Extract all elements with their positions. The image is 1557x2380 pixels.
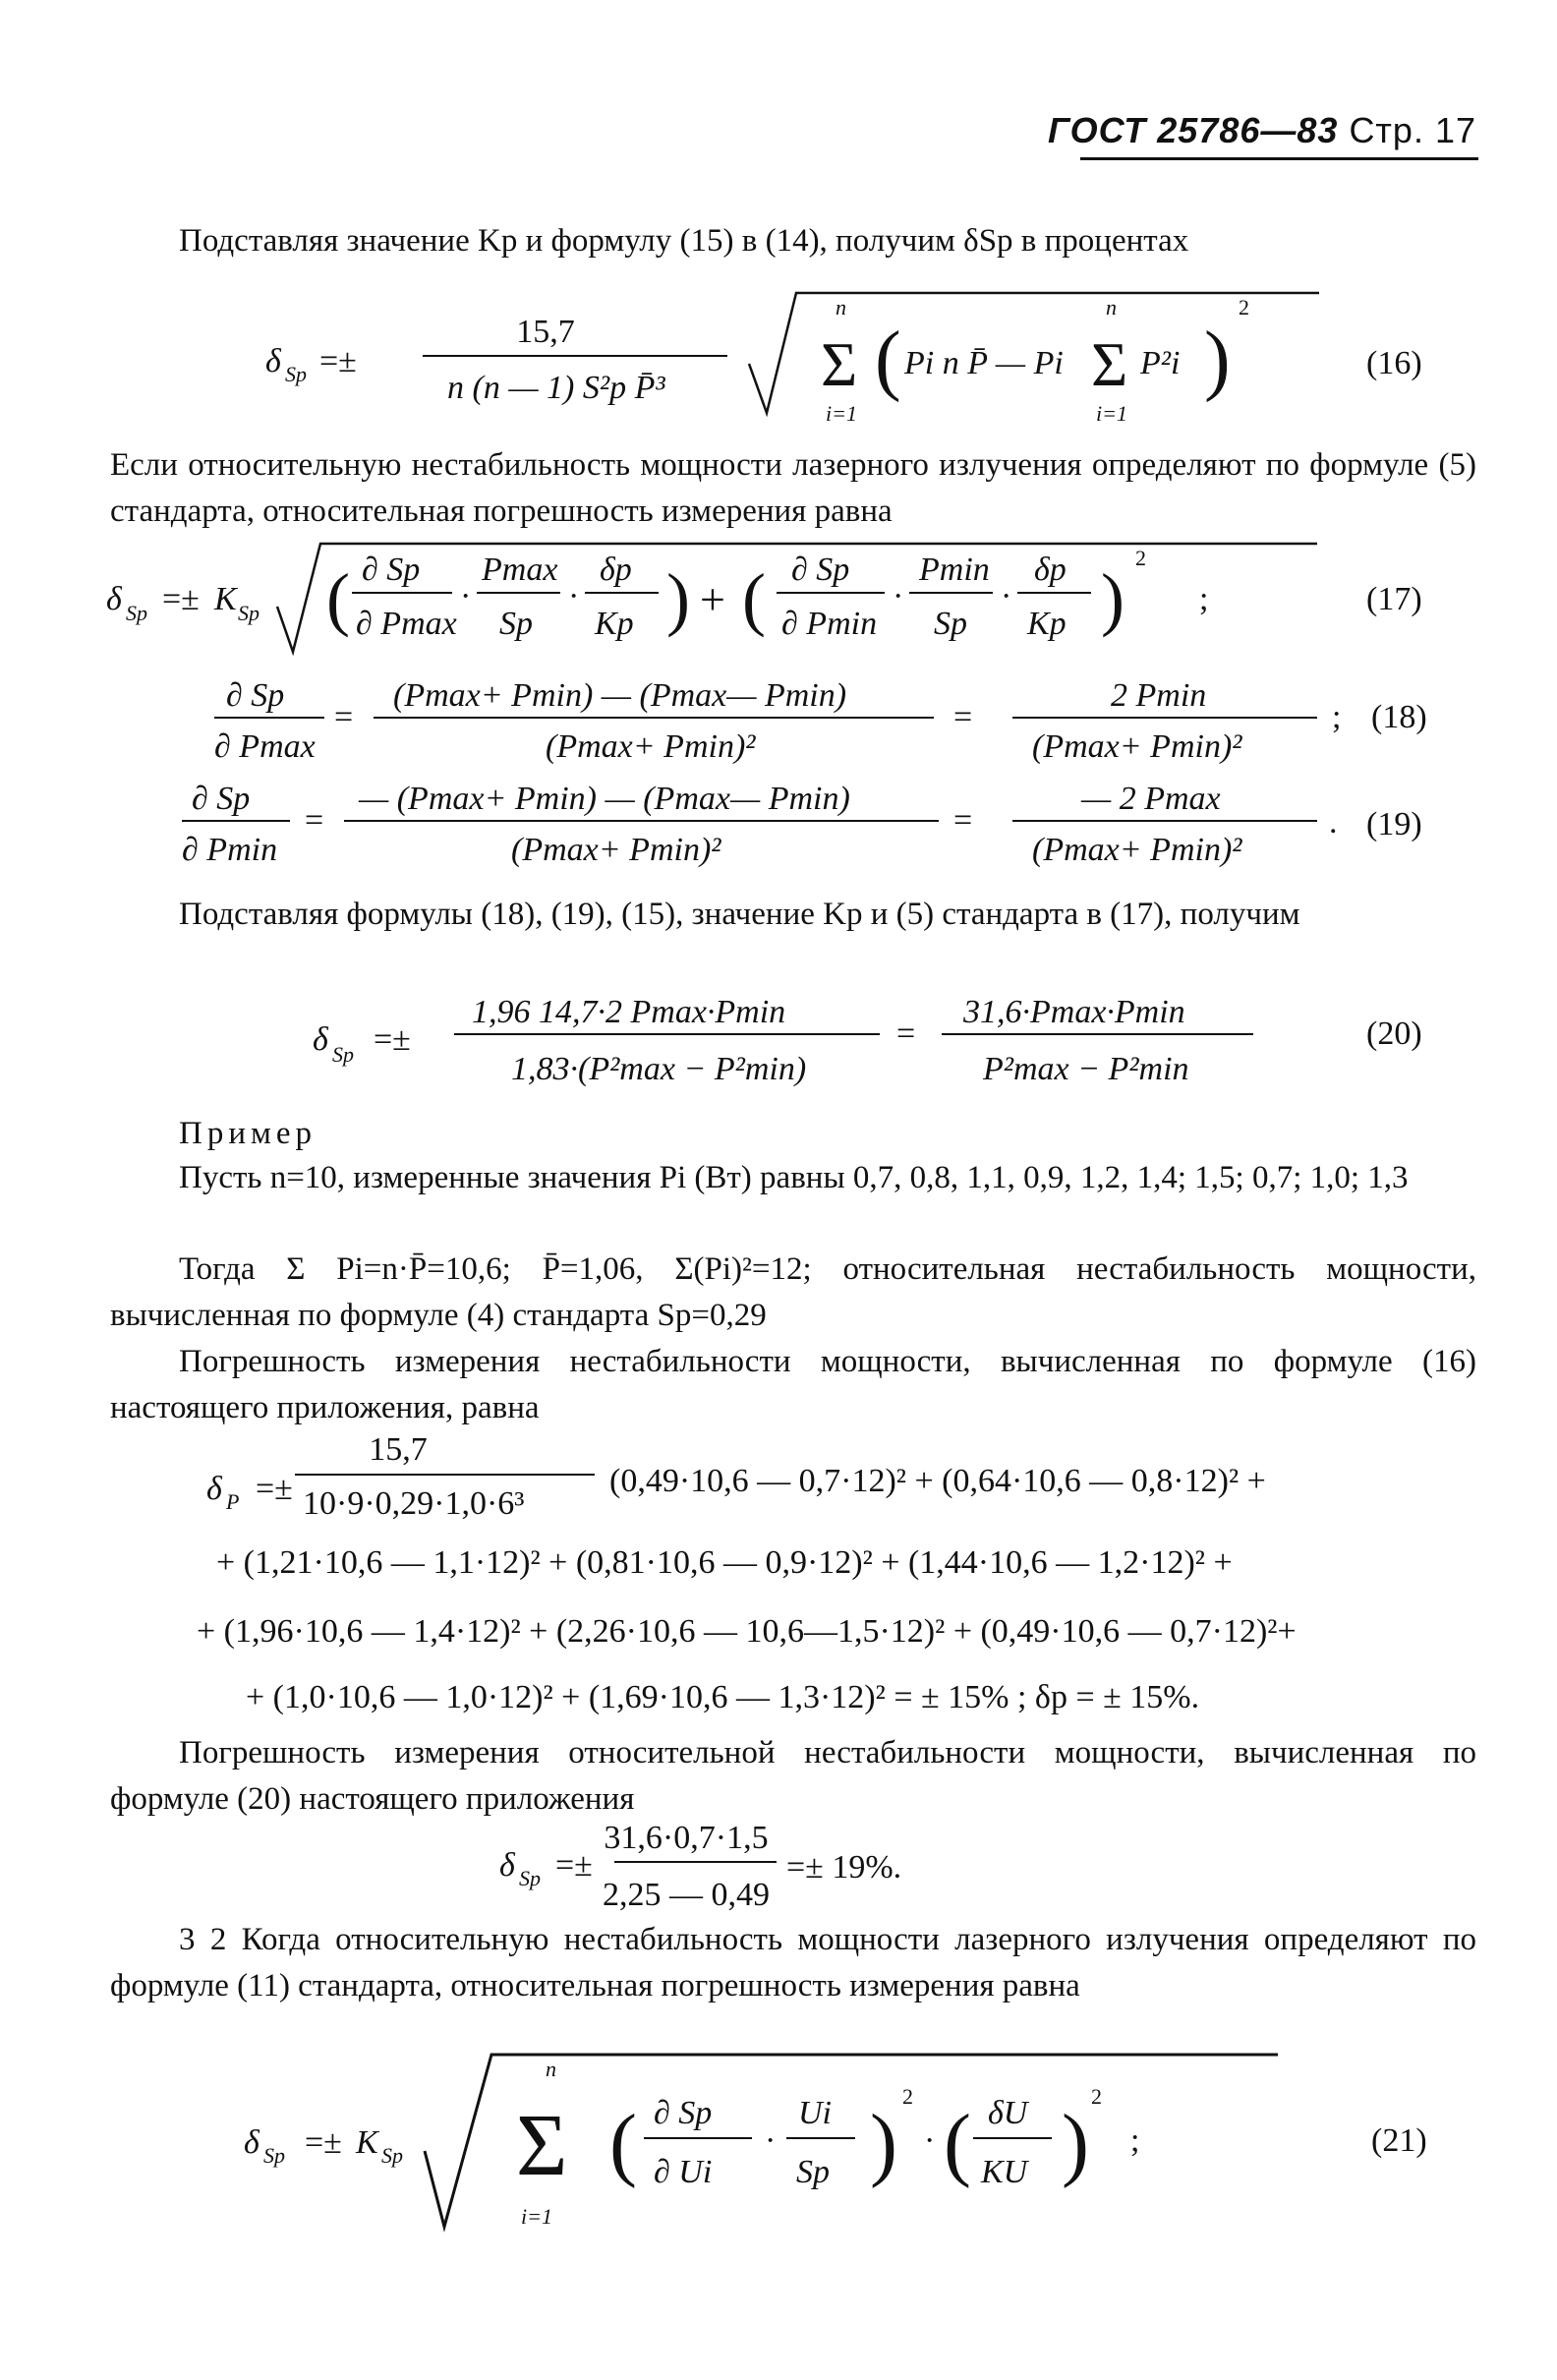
svg-text:Sp: Sp	[381, 2143, 403, 2168]
equation-21	[98, 2045, 1474, 2241]
svg-text:(Pmax+ Pmin) — (Pmax— Pmin): (Pmax+ Pmin) — (Pmax— Pmin)	[393, 677, 847, 714]
svg-text:δ: δ	[499, 1847, 515, 1884]
svg-text:+ (1,21·10,6 — 1,1·12)² + (0,8: + (1,21·10,6 — 1,1·12)² + (0,81·10,6 — 0,9·12)² + (1,44·10,6 — 1,2·12)² +	[216, 1544, 1233, 1581]
svg-text:Sp: Sp	[519, 1866, 541, 1890]
svg-text:=±: =±	[319, 343, 357, 379]
svg-text:n (n — 1) S²p P̄³: n (n — 1) S²p P̄³	[447, 370, 665, 406]
svg-text:): )	[1062, 2098, 1089, 2189]
svg-text:(Pmax+ Pmin)²: (Pmax+ Pmin)²	[511, 832, 721, 868]
result-equation	[98, 1811, 1474, 1929]
svg-text:— 2 Pmax: — 2 Pmax	[1081, 781, 1221, 817]
svg-text:Sp: Sp	[238, 601, 260, 625]
svg-text:Sp: Sp	[332, 1042, 354, 1067]
svg-text:31,6·Pmax·Pmin: 31,6·Pmax·Pmin	[963, 994, 1185, 1030]
svg-text:): )	[666, 559, 690, 638]
svg-text:=: =	[953, 699, 973, 735]
svg-text:+ (1,96·10,6 — 1,4·12)² + (2,2: + (1,96·10,6 — 1,4·12)² + (2,26·10,6 — 10,6—1,5·12)² + (0,49·10,6 — 0,7·12)²+	[197, 1613, 1297, 1650]
svg-text:;: ;	[1332, 699, 1342, 735]
svg-text:.: .	[1329, 804, 1338, 841]
svg-text:=± 19%.: =± 19%.	[786, 1849, 902, 1886]
svg-text:+: +	[700, 574, 725, 624]
equation-16	[98, 285, 1474, 442]
svg-text:=±: =±	[374, 1021, 411, 1058]
svg-text:δp: δp	[600, 551, 632, 588]
svg-text:i=1: i=1	[1096, 401, 1127, 426]
svg-text:n: n	[836, 295, 846, 319]
svg-text:KU: KU	[981, 2154, 1028, 2190]
svg-text:Sp: Sp	[934, 606, 967, 642]
svg-text:P²max − P²min: P²max − P²min	[983, 1051, 1189, 1087]
svg-text:1,96 14,7·2 Pmax·Pmin: 1,96 14,7·2 Pmax·Pmin	[472, 994, 786, 1030]
svg-text:n: n	[546, 2057, 556, 2081]
svg-text:=: =	[953, 802, 973, 839]
svg-text:Sp: Sp	[796, 2154, 830, 2190]
svg-text:=: =	[334, 699, 354, 735]
paragraph-1: Подставляя значение Kр и формулу (15) в (14), получим δSp в процентах	[179, 223, 1189, 259]
svg-text:(18): (18)	[1371, 699, 1427, 735]
svg-text:δ: δ	[106, 581, 122, 617]
svg-text:=±: =±	[305, 2124, 342, 2161]
svg-text:+ (1,0·10,6 — 1,0·12)² + (1,69: + (1,0·10,6 — 1,0·12)² + (1,69·10,6 — 1,3·12)² = ± 15% ; δр = ± 15%.	[246, 1679, 1200, 1715]
svg-text:∂ Sp: ∂ Sp	[226, 677, 285, 714]
svg-text:): )	[1204, 317, 1231, 403]
svg-text:2: 2	[1135, 546, 1146, 570]
svg-text:=±: =±	[555, 1847, 593, 1884]
svg-text:Σ: Σ	[1091, 329, 1128, 399]
svg-text:Σ: Σ	[821, 329, 858, 399]
svg-text:15,7: 15,7	[369, 1431, 428, 1468]
svg-text:=±: =±	[256, 1471, 293, 1507]
svg-text:·: ·	[1001, 578, 1012, 614]
calculation-block	[98, 1430, 1474, 1725]
svg-text:Pmax: Pmax	[482, 551, 558, 588]
svg-text:K: K	[214, 581, 237, 617]
svg-text:δU: δU	[988, 2095, 1028, 2131]
svg-text:10·9·0,29·1,0·6³: 10·9·0,29·1,0·6³	[303, 1485, 525, 1522]
svg-text:(17): (17)	[1366, 581, 1422, 617]
svg-text:∂ Sp: ∂ Sp	[791, 551, 850, 588]
svg-text:Σ: Σ	[516, 2097, 568, 2194]
svg-text:15,7: 15,7	[516, 314, 575, 350]
svg-text:∂ Ui: ∂ Ui	[654, 2154, 713, 2190]
svg-text:(: (	[326, 559, 350, 638]
svg-text:(Pmax+ Pmin)²: (Pmax+ Pmin)²	[546, 728, 756, 765]
svg-text:Sp: Sp	[285, 362, 307, 386]
svg-text:2,25 — 0,49: 2,25 — 0,49	[603, 1877, 770, 1913]
svg-text:2: 2	[1091, 2084, 1102, 2109]
svg-text:(16): (16)	[1366, 345, 1422, 381]
svg-text:;: ;	[1199, 581, 1209, 617]
svg-text:Sp: Sp	[126, 601, 147, 625]
svg-text:δ: δ	[313, 1021, 328, 1058]
svg-text:δ: δ	[244, 2124, 260, 2161]
equation-20	[98, 983, 1474, 1101]
svg-text:Pmin: Pmin	[919, 551, 990, 588]
svg-text:(20): (20)	[1366, 1016, 1422, 1052]
svg-text:(: (	[944, 2098, 971, 2189]
svg-text:Pi n P̄ — Pi: Pi n P̄ — Pi	[904, 345, 1064, 381]
svg-text:=: =	[305, 802, 324, 839]
svg-text:P: P	[226, 1489, 240, 1514]
paragraph-3: Подставляя формулы (18), (19), (15), значение Kр и (5) стандарта в (17), получим	[179, 897, 1300, 932]
svg-text:2: 2	[902, 2084, 913, 2109]
svg-text:(Pmax+ Pmin)²: (Pmax+ Pmin)²	[1032, 728, 1242, 765]
svg-text:∂ Pmin: ∂ Pmin	[781, 606, 878, 642]
svg-text:(: (	[875, 317, 901, 403]
svg-text:31,6·0,7·1,5: 31,6·0,7·1,5	[604, 1820, 769, 1856]
paragraph-5: Тогда Σ Pi=n·P̄=10,6; P̄=1,06, Σ(Pi)²=12; относительная нестабильность мощности, вычисленная по формуле (4) стандарта Sр=0,29	[110, 1251, 1476, 1333]
equation-19	[98, 772, 1474, 870]
svg-text:Sp: Sp	[499, 606, 533, 642]
svg-text:·: ·	[568, 578, 580, 614]
svg-text:·: ·	[765, 2122, 777, 2159]
svg-text:(Pmax+ Pmin)²: (Pmax+ Pmin)²	[1032, 832, 1242, 868]
svg-text:P²i: P²i	[1140, 345, 1181, 381]
page-number: Стр. 17	[1349, 110, 1476, 150]
svg-text:∂ Pmax: ∂ Pmax	[356, 606, 457, 642]
svg-text:∂ Sp: ∂ Sp	[362, 551, 421, 588]
svg-text:(: (	[742, 559, 766, 638]
svg-text:2 Pmin: 2 Pmin	[1111, 677, 1207, 714]
svg-text:n: n	[1106, 295, 1117, 319]
svg-text:): )	[1101, 559, 1124, 638]
svg-text:Sp: Sp	[263, 2143, 285, 2168]
svg-text:Ui: Ui	[798, 2095, 832, 2131]
svg-text:·: ·	[460, 578, 472, 614]
svg-text:·: ·	[893, 578, 904, 614]
svg-text:=: =	[896, 1016, 916, 1052]
svg-text:— (Pmax+ Pmin) — (Pmax— Pmin): — (Pmax+ Pmin) — (Pmax— Pmin)	[359, 781, 850, 817]
paragraph-8: 3 2 Когда относительную нестабильность мощности лазерного излучения определяют по формуле (11) стандарта, относительная погрешность измерения равна	[110, 1922, 1476, 2003]
svg-text:K: K	[356, 2124, 378, 2161]
svg-text:(0,49·10,6 — 0,7·12)² + (0,64·: (0,49·10,6 — 0,7·12)² + (0,64·10,6 — 0,8·12)² +	[609, 1463, 1266, 1499]
svg-text:(: (	[609, 2098, 637, 2189]
header-rule	[1080, 157, 1478, 160]
svg-text:i=1: i=1	[826, 401, 857, 426]
svg-text:∂ Pmax: ∂ Pmax	[214, 728, 316, 765]
equation-17	[98, 536, 1474, 664]
svg-text:=±: =±	[162, 581, 200, 617]
example-title: Пример	[179, 1116, 317, 1151]
svg-text:Kp: Kp	[595, 606, 634, 642]
svg-text:·: ·	[924, 2122, 936, 2159]
page-header	[1048, 110, 1476, 151]
equation-18	[98, 668, 1474, 767]
svg-text:Kp: Kp	[1027, 606, 1067, 642]
paragraph-4: Пусть n=10, измеренные значения Pi (Вт) равны 0,7, 0,8, 1,1, 0,9, 1,2, 1,4; 1,5; 0,7; 1,0; 1,3	[179, 1160, 1409, 1195]
svg-text:δ: δ	[206, 1471, 222, 1507]
svg-text:δ: δ	[265, 343, 281, 379]
svg-text:∂ Sp: ∂ Sp	[654, 2095, 713, 2131]
paragraph-6: Погрешность измерения нестабильности мощности, вычисленная по формуле (16) настоящего приложения, равна	[110, 1344, 1476, 1425]
svg-text:;: ;	[1130, 2122, 1140, 2159]
paragraph-7: Погрешность измерения относительной нестабильности мощности, вычисленная по формуле (20) настоящего приложения	[110, 1735, 1476, 1817]
svg-text:(21): (21)	[1371, 2122, 1427, 2159]
svg-text:i=1: i=1	[521, 2204, 552, 2229]
svg-text:∂ Sp: ∂ Sp	[192, 781, 251, 817]
svg-text:∂ Pmin: ∂ Pmin	[182, 832, 278, 868]
svg-text:δp: δp	[1034, 551, 1067, 588]
gost-number: ГОСТ 25786—83	[1048, 110, 1339, 150]
paragraph-2: Если относительную нестабильность мощности лазерного излучения определяют по формуле (5) стандарта, относительная погрешность измерения равна	[110, 447, 1476, 529]
svg-text:2: 2	[1239, 295, 1249, 319]
svg-text:): )	[870, 2098, 897, 2189]
svg-text:1,83·(P²max − P²min): 1,83·(P²max − P²min)	[511, 1051, 807, 1087]
svg-text:(19): (19)	[1366, 806, 1422, 842]
